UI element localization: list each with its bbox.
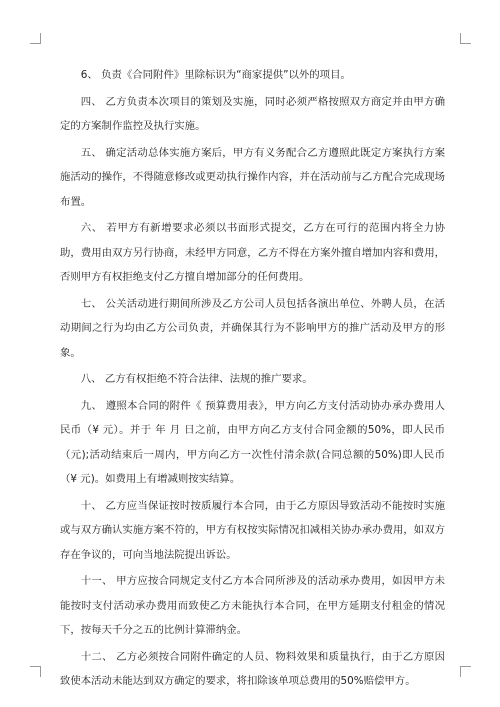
crop-mark-top-left [30, 33, 41, 44]
crop-mark-top-right [460, 33, 471, 44]
crop-mark-bottom-left [30, 666, 41, 677]
clause-6-item: 6、 负责《合同附件》里除标识为“商家提供”以外的项目。 [80, 69, 351, 81]
clause-11: 十一、 甲方应按合同规定支付乙方本合同所涉及的活动承办费用，如因甲方未能按时支付活动承办费用而致使乙方未能执行本合同，在甲方延期支付租金的情况下，按每天千分之五的比例计算滞纳金。 [60, 575, 445, 636]
clause-4: 四、 乙方负责本次项目的策划及实施，同时必须严格按照双方商定并由甲方确定的方案制作监控及执行实施。 [60, 95, 445, 132]
crop-mark-bottom-right [460, 666, 471, 677]
clause-7: 七、 公关活动进行期间所涉及乙方公司人员包括各演出单位、外聘人员，在活动期间之行为均由乙方公司负责，并确保其行为不影响甲方的推广活动及甲方的形象。 [60, 297, 445, 359]
clause-6: 六、 若甲方有新增要求必须以书面形式提交，乙方在可行的范围内将全力协助，费用由双方另行协商，未经甲方同意，乙方不得在方案外擅自增加内容和费用，否则甲方有权拒绝支付乙方擅自增加部分的任何费用。 [60, 222, 445, 283]
clause-9: 九、 遵照本合同的附件《 预算费用表》，甲方向乙方支付活动协办承办费用人民币（¥ 元）。并于 年 月 日之前，由甲方向乙方支付合同金额的50%，即人民币（元);活动结束后一周内，甲方向乙方一次性付清余款(合同总额的50%)即人民币（¥ 元)。如费用上有增减则按实结算。 [60, 399, 445, 485]
clause-12: 十二、 乙方必须按合同附件确定的人员、物料效果和质量执行，由于乙方原因致使本活动未能达到双方确定的要求，将扣除该单项总费用的50%赔偿甲方。 [60, 650, 445, 687]
clause-5: 五、 确定活动总体实施方案后，甲方有义务配合乙方遵照此既定方案执行方案施活动的操作，不得随意修改或更动执行操作内容，并在活动前与乙方配合完成现场布置。 [60, 146, 445, 208]
document-body [60, 63, 445, 696]
clause-8: 八、 乙方有权拒绝不符合法律、法规的推广要求。 [80, 373, 313, 385]
clause-10: 十、 乙方应当保证按时按质履行本合同，由于乙方原因导致活动不能按时实施或与双方确认实施方案不符的，甲方有权按实际情况扣减相关协办承办费用，如双方存在争议的，可向当地法院提出诉讼。 [60, 499, 445, 561]
